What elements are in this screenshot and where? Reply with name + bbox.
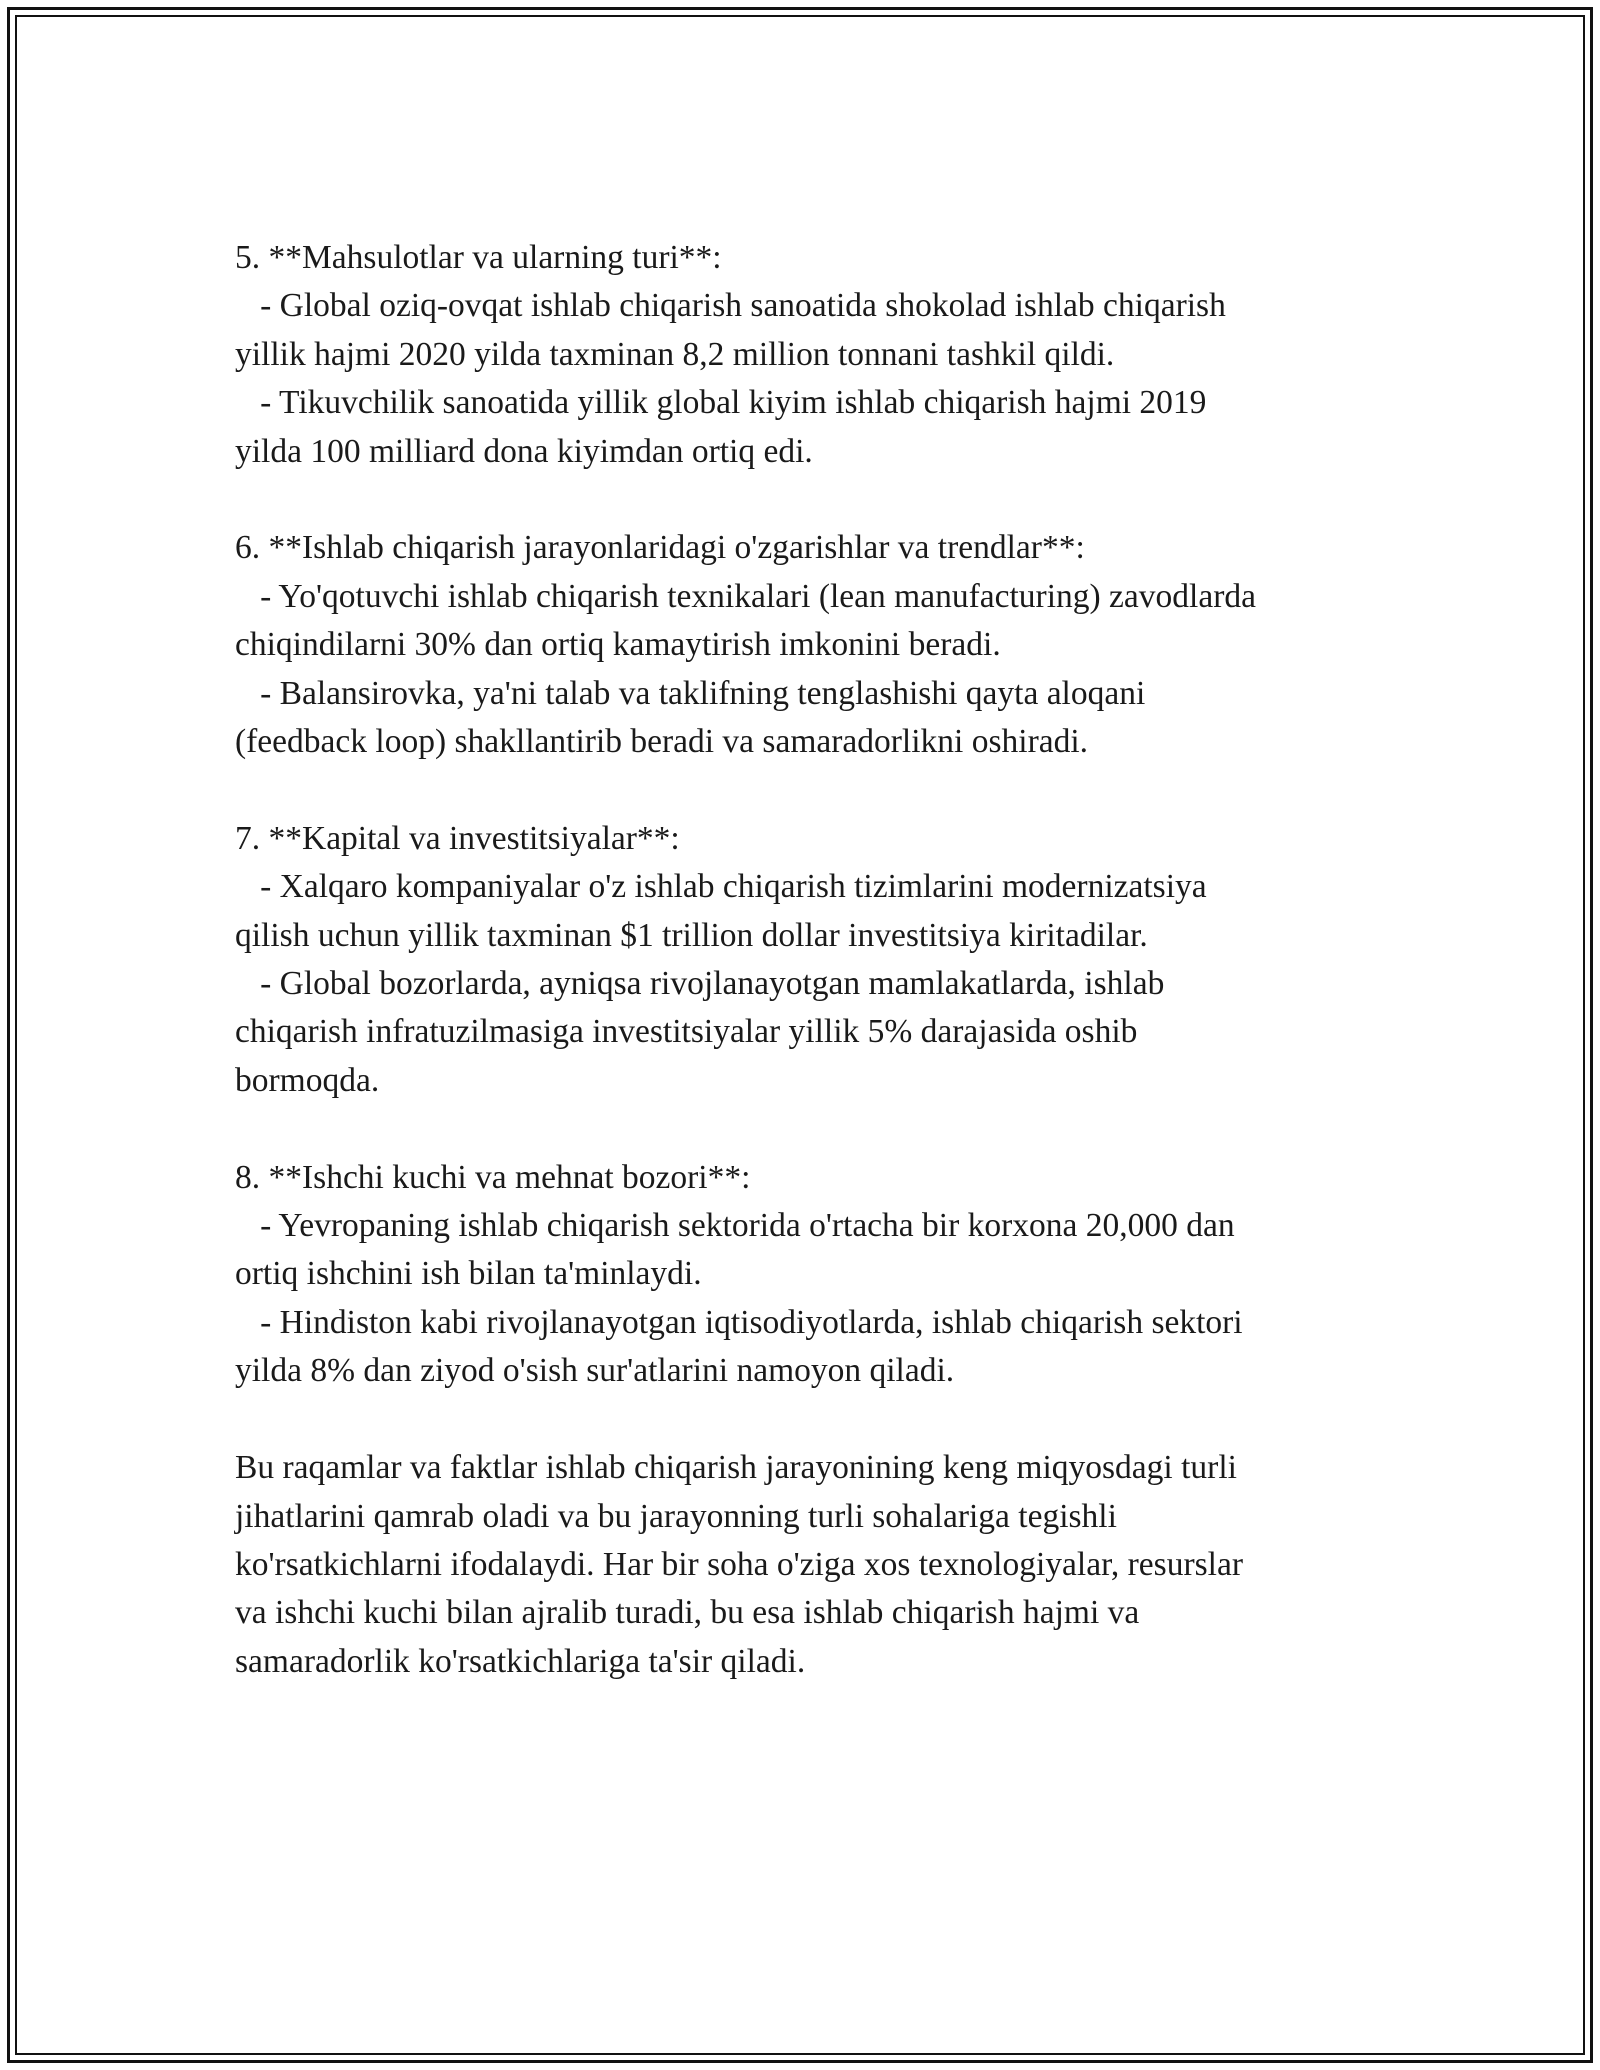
section-8	[235, 1154, 1375, 1396]
section-heading: 7. **Kapital va investitsiyalar**:	[235, 819, 680, 857]
section-line: ortiq ishchini ish bilan ta'minlaydi.	[235, 1255, 702, 1293]
section-6	[235, 524, 1375, 766]
section-line: - Tikuvchilik sanoatida yillik global kiyim ishlab chiqarish hajmi 2019	[235, 384, 1207, 422]
section-line: - Global bozorlarda, ayniqsa rivojlanayotgan mamlakatlarda, ishlab	[235, 965, 1165, 1003]
section-7	[235, 815, 1375, 1105]
section-line: (feedback loop) shakllantirib beradi va samaradorlikni oshiradi.	[235, 723, 1089, 761]
section-line: chiqindilarni 30% dan ortiq kamaytirish imkonini beradi.	[235, 626, 1001, 664]
conclusion-paragraph	[235, 1444, 1375, 1686]
section-line: - Global oziq-ovqat ishlab chiqarish sanoatida shokolad ishlab chiqarish	[235, 287, 1226, 325]
section-heading: 8. **Ishchi kuchi va mehnat bozori**:	[235, 1158, 751, 1196]
conclusion-line: samaradorlik ko'rsatkichlariga ta'sir qiladi.	[235, 1642, 806, 1680]
section-line: yilda 8% dan ziyod o'sish sur'atlarini namoyon qiladi.	[235, 1352, 955, 1390]
section-line: qilish uchun yillik taxminan $1 trillion dollar investitsiya kiritadilar.	[235, 916, 1148, 954]
conclusion-line: jihatlarini qamrab oladi va bu jarayonning turli sohalariga tegishli	[235, 1497, 1117, 1535]
section-line: yillik hajmi 2020 yilda taxminan 8,2 million tonnani tashkil qildi.	[235, 335, 1115, 373]
conclusion-line: va ishchi kuchi bilan ajralib turadi, bu esa ishlab chiqarish hajmi va	[235, 1594, 1140, 1632]
section-line: chiqarish infratuzilmasiga investitsiyalar yillik 5% darajasida oshib	[235, 1013, 1138, 1051]
section-line: - Hindiston kabi rivojlanayotgan iqtisodiyotlarda, ishlab chiqarish sektori	[235, 1303, 1243, 1341]
section-heading: 5. **Mahsulotlar va ularning turi**:	[235, 239, 722, 276]
section-line: yilda 100 milliard dona kiyimdan ortiq edi.	[235, 432, 813, 470]
section-line: - Xalqaro kompaniyalar o'z ishlab chiqarish tizimlarini modernizatsiya	[235, 868, 1207, 906]
section-line: - Yevropaning ishlab chiqarish sektorida o'rtacha bir korxona 20,000 dan	[235, 1207, 1235, 1245]
conclusion-line: Bu raqamlar va faktlar ishlab chiqarish jarayonining keng miqyosdagi turli	[235, 1449, 1237, 1487]
section-line: bormoqda.	[235, 1061, 380, 1099]
section-line: - Balansirovka, ya'ni talab va taklifning tenglashishi qayta aloqani	[235, 674, 1146, 712]
section-5	[235, 234, 1375, 476]
section-line: - Yo'qotuvchi ishlab chiqarish texnikalari (lean manufacturing) zavodlarda	[235, 577, 1256, 615]
document-body	[235, 234, 1375, 1686]
section-heading: 6. **Ishlab chiqarish jarayonlaridagi o'zgarishlar va trendlar**:	[235, 529, 1085, 567]
conclusion-line: ko'rsatkichlarni ifodalaydi. Har bir soha o'ziga xos texnologiyalar, resurslar	[235, 1545, 1243, 1583]
